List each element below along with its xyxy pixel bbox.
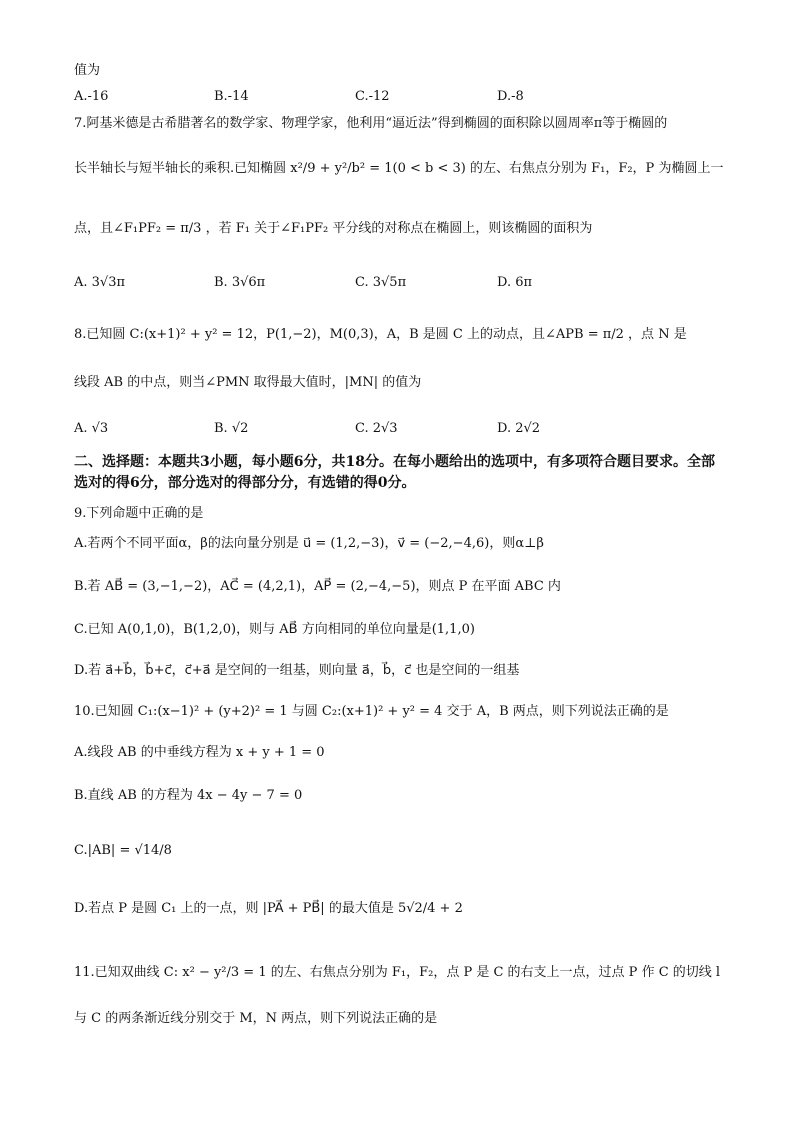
q7-option-d: D. 6π: [497, 275, 533, 290]
q6-stem-tail: 值为: [74, 63, 101, 78]
q6-option-c: C.-12: [355, 89, 390, 104]
q8-line2: 线段 AB 的中点，则当∠PMN 取得最大值时，|MN| 的值为: [74, 375, 422, 390]
q10-option-b: B.直线 AB 的方程为 4x − 4y − 7 = 0: [74, 788, 303, 803]
q6-option-b: B.-14: [214, 89, 249, 104]
q6-option-a: A.-16: [74, 89, 109, 104]
q8-option-d: D. 2√2: [497, 421, 541, 436]
q9-option-a: A.若两个不同平面α，β的法向量分别是 u⃗ = (1,2,−3)，v⃗ = (−2,−4,6)，则α⊥β: [74, 536, 544, 551]
q8-line1: 8.已知圆 C:(x+1)² + y² = 12，P(1,−2)，M(0,3)，A，B 是圆 C 上的动点，且∠APB = π/2 ，点 N 是: [74, 327, 687, 342]
q9-stem: 9.下列命题中正确的是: [74, 506, 204, 521]
q11-line1: 11.已知双曲线 C: x² − y²/3 = 1 的左、右焦点分别为 F₁，F₂，点 P 是 C 的右支上一点，过点 P 作 C 的切线 l: [74, 965, 721, 980]
q7-line2: 长半轴长与短半轴长的乘积.已知椭圆 x²/9 + y²/b² = 1(0 < b < 3) 的左、右焦点分别为 F₁，F₂，P 为椭圆上一: [74, 161, 724, 176]
q10-option-d: D.若点 P 是圆 C₁ 上的一点，则 |PA⃗ + PB⃗| 的最大值是 5√2/4 + 2: [74, 901, 463, 916]
q7-line3: 点，且∠F₁PF₂ = π/3 ，若 F₁ 关于∠F₁PF₂ 平分线的对称点在椭圆上，则该椭圆的面积为: [74, 221, 593, 236]
q9-option-b: B.若 AB⃗ = (3,−1,−2)，AC⃗ = (4,2,1)，AP⃗ = (2,−4,−5)，则点 P 在平面 ABC 内: [74, 579, 561, 594]
q7-option-a: A. 3√3π: [74, 275, 126, 290]
q6-option-d: D.-8: [497, 89, 524, 104]
q7-option-b: B. 3√6π: [214, 275, 266, 290]
q10-option-c: C.|AB| = √14/8: [74, 843, 172, 858]
q8-option-c: C. 2√3: [355, 421, 398, 436]
q11-line2: 与 C 的两条渐近线分别交于 M，N 两点，则下列说法正确的是: [74, 1011, 438, 1026]
q8-option-a: A. √3: [74, 421, 109, 436]
q7-option-c: C. 3√5π: [355, 275, 407, 290]
q10-option-a: A.线段 AB 的中垂线方程为 x + y + 1 = 0: [74, 745, 325, 760]
q9-option-c: C.已知 A(0,1,0)，B(1,2,0)，则与 AB⃗ 方向相同的单位向量是(1,1,0): [74, 622, 475, 637]
section-2-heading: 二、选择题：本题共3小题，每小题6分，共18分。在每小题给出的选项中，有多项符合题目要求。全部选对的得6分，部分选对的得部分分，有选错的得0分。: [74, 454, 715, 491]
q8-option-b: B. √2: [214, 421, 249, 436]
q9-option-d: D.若 a⃗+b⃗，b⃗+c⃗，c⃗+a⃗ 是空间的一组基，则向量 a⃗，b⃗，c⃗ 也是空间的一组基: [74, 663, 520, 678]
q7-line1: 7.阿基米德是古希腊著名的数学家、物理学家，他利用“逼近法”得到椭圆的面积除以圆周率π等于椭圆的: [74, 116, 668, 131]
q10-stem: 10.已知圆 C₁:(x−1)² + (y+2)² = 1 与圆 C₂:(x+1)² + y² = 4 交于 A，B 两点，则下列说法正确的是: [74, 704, 669, 719]
